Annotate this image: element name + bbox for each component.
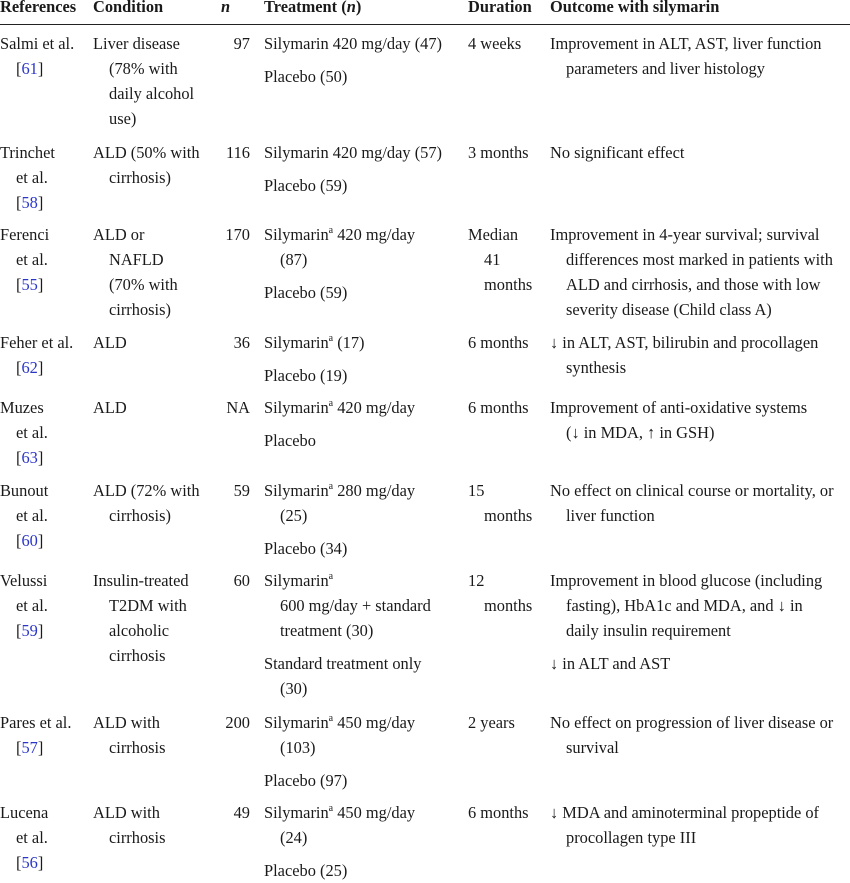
group-gap	[264, 56, 442, 64]
outcome-text: liver function	[566, 506, 655, 525]
condition-cell	[93, 568, 189, 668]
treatment-text: Silymarin$^a$	[264, 571, 334, 590]
outcome-text: ↓ in ALT, AST, bilirubin and procollagen	[550, 333, 819, 352]
condition-cell	[93, 395, 127, 420]
reference-cell	[0, 710, 71, 760]
header-n: n	[221, 0, 231, 16]
citation-link[interactable]: 62	[21, 358, 38, 377]
author-text: Trinchet	[0, 143, 55, 162]
duration-text: 3 months	[468, 143, 529, 162]
citation-line: [58]	[16, 193, 44, 212]
author-text: Feher et al.	[0, 333, 74, 352]
reference-cell	[0, 222, 49, 297]
reference-cell	[0, 568, 48, 643]
condition-text: cirrhosis)	[109, 168, 171, 187]
duration-cell	[468, 330, 529, 355]
condition-text: Liver disease	[93, 34, 180, 53]
treatment-text: Placebo (59)	[264, 283, 348, 302]
condition-text: cirrhosis)	[109, 300, 171, 319]
duration-cell	[468, 31, 521, 56]
outcome-text: survival	[566, 738, 619, 757]
reference-cell	[0, 800, 48, 875]
treatment-cell	[264, 330, 365, 388]
treatment-cell	[264, 222, 415, 305]
treatment-cell	[264, 140, 442, 198]
sample-size-cell	[205, 330, 250, 355]
reference-cell	[0, 31, 74, 81]
group-gap	[264, 760, 415, 768]
citation-line: [60]	[16, 531, 44, 550]
outcome-text: ↓ in ALT and AST	[550, 654, 671, 673]
treatment-text: 600 mg/day + standard	[280, 596, 431, 615]
outcome-text: severity disease (Child class A)	[566, 300, 772, 319]
sample-size-text: 170	[225, 225, 250, 244]
citation-line: [57]	[16, 738, 44, 757]
outcome-cell	[550, 31, 821, 81]
treatment-text: (30)	[280, 679, 308, 698]
footnote-marker: a	[328, 803, 334, 814]
author-text: Muzes	[0, 398, 44, 417]
treatment-text: Silymarin$^a$ 420 mg/day	[264, 398, 416, 417]
sample-size-cell	[205, 710, 250, 735]
reference-cell	[0, 330, 73, 380]
footnote-marker: a	[328, 481, 334, 492]
sample-size-cell	[205, 800, 250, 825]
treatment-text: treatment (30)	[280, 621, 374, 640]
duration-text: months	[484, 506, 533, 525]
condition-text: ALD (50% with	[93, 143, 200, 162]
condition-text: use)	[109, 109, 137, 128]
outcome-cell	[550, 568, 822, 676]
treatment-text: Silymarin$^a$ 280 mg/day	[264, 481, 416, 500]
duration-cell	[468, 710, 515, 735]
condition-text: alcoholic	[109, 621, 170, 640]
citation-link[interactable]: 58	[21, 193, 38, 212]
condition-text: ALD with	[93, 713, 160, 732]
duration-text: 12	[468, 571, 485, 590]
citation-line: [62]	[16, 358, 44, 377]
treatment-text: Silymarin$^a$ 420 mg/day	[264, 225, 416, 244]
group-gap	[264, 165, 442, 173]
duration-text: months	[484, 275, 533, 294]
condition-cell	[93, 222, 178, 322]
author-text: et al.	[16, 506, 48, 525]
outcome-text: synthesis	[566, 358, 627, 377]
author-text: Velussi	[0, 571, 48, 590]
outcome-text: parameters and liver histology	[566, 59, 765, 78]
duration-text: 6 months	[468, 398, 529, 417]
group-gap	[264, 272, 415, 280]
condition-text: (78% with	[109, 59, 178, 78]
condition-cell	[93, 330, 127, 355]
author-text: et al.	[16, 168, 48, 187]
sample-size-text: 59	[233, 481, 250, 500]
footnote-marker: a	[328, 333, 334, 344]
sample-size-cell	[205, 222, 250, 247]
sample-size-text: 60	[233, 571, 250, 590]
treatment-text: (24)	[280, 828, 308, 847]
condition-text: ALD	[93, 398, 127, 417]
treatment-text: Placebo	[264, 431, 316, 450]
outcome-cell	[550, 222, 833, 322]
treatment-cell	[264, 800, 415, 883]
outcome-text: Improvement in 4-year survival; survival	[550, 225, 820, 244]
treatment-text: Silymarin$^a$ 450 mg/day	[264, 713, 416, 732]
citation-link[interactable]: 61	[21, 59, 38, 78]
sample-size-cell	[205, 140, 250, 165]
treatment-text: Standard treatment only	[264, 654, 422, 673]
condition-cell	[93, 478, 200, 528]
duration-cell	[468, 478, 532, 528]
duration-text: 4 weeks	[468, 34, 522, 53]
sample-size-cell	[205, 568, 250, 593]
outcome-text: procollagen type III	[566, 828, 697, 847]
group-gap	[264, 643, 431, 651]
footnote-marker: a	[328, 225, 334, 236]
outcome-cell	[550, 710, 833, 760]
author-text: et al.	[16, 828, 48, 847]
treatment-cell	[264, 395, 415, 453]
header-outcome: Outcome with silymarin	[550, 0, 720, 16]
treatment-text: Placebo (59)	[264, 176, 348, 195]
sample-size-text: 97	[233, 34, 250, 53]
treatment-cell	[264, 31, 442, 89]
citation-link[interactable]: 63	[21, 448, 38, 467]
group-gap	[264, 420, 415, 428]
outcome-text: No effect on clinical course or mortality, or	[550, 481, 834, 500]
citation-link[interactable]: 56	[21, 853, 38, 872]
duration-text: 6 months	[468, 333, 529, 352]
condition-text: cirrhosis)	[109, 506, 171, 525]
outcome-text: No effect on progression of liver disease or	[550, 713, 834, 732]
citation-link[interactable]: 60	[21, 531, 38, 550]
treatment-text: Placebo (34)	[264, 539, 348, 558]
sample-size-text: 200	[225, 713, 250, 732]
condition-text: ALD	[93, 333, 127, 352]
outcome-text: fasting), HbA1c and MDA, and ↓ in	[566, 596, 803, 615]
group-gap	[264, 528, 415, 536]
treatment-text: Silymarin 420 mg/day (47)	[264, 34, 443, 53]
sample-size-text: 36	[233, 333, 250, 352]
citation-line: [61]	[16, 59, 44, 78]
sample-size-cell	[205, 478, 250, 503]
treatment-cell	[264, 568, 431, 701]
duration-cell	[468, 800, 529, 825]
outcome-text: daily insulin requirement	[566, 621, 731, 640]
duration-text: 41	[484, 250, 501, 269]
treatment-text: Placebo (97)	[264, 771, 348, 790]
condition-text: ALD or	[93, 225, 145, 244]
treatment-text: Silymarin$^a$ (17)	[264, 333, 365, 352]
group-gap	[264, 355, 365, 363]
reference-cell	[0, 395, 48, 470]
duration-text: months	[484, 596, 533, 615]
sample-size-cell	[205, 31, 250, 56]
citation-link[interactable]: 55	[21, 275, 38, 294]
citation-line: [63]	[16, 448, 44, 467]
outcome-cell	[550, 330, 818, 380]
condition-cell	[93, 31, 194, 131]
author-text: et al.	[16, 250, 48, 269]
condition-text: daily alcohol	[109, 84, 195, 103]
treatment-text: (25)	[280, 506, 308, 525]
treatment-text: Placebo (19)	[264, 366, 348, 385]
treatment-text: Placebo (25)	[264, 861, 348, 880]
condition-cell	[93, 710, 165, 760]
header-duration: Duration	[468, 0, 532, 16]
outcome-text: Improvement in blood glucose (including	[550, 571, 823, 590]
group-gap	[264, 850, 415, 858]
condition-text: cirrhosis	[109, 646, 166, 665]
citation-line: [59]	[16, 621, 44, 640]
duration-text: 2 years	[468, 713, 515, 732]
treatment-text: (87)	[280, 250, 308, 269]
author-text: Salmi et al.	[0, 34, 75, 53]
author-text: Lucena	[0, 803, 49, 822]
condition-text: T2DM with	[109, 596, 187, 615]
outcome-cell	[550, 395, 807, 445]
treatment-text: Silymarin$^a$ 450 mg/day	[264, 803, 416, 822]
outcome-cell	[550, 800, 819, 850]
condition-cell	[93, 800, 165, 850]
header-condition: Condition	[93, 0, 164, 16]
condition-text: (70% with	[109, 275, 178, 294]
citation-link[interactable]: 57	[21, 738, 38, 757]
outcome-text: Improvement of anti-oxidative systems	[550, 398, 808, 417]
treatment-text: Placebo (50)	[264, 67, 348, 86]
author-text: et al.	[16, 423, 48, 442]
outcome-text: ALD and cirrhosis, and those with low	[566, 275, 821, 294]
sample-size-text: 49	[233, 803, 250, 822]
header-references: References	[0, 0, 77, 16]
outcome-text: (↓ in MDA, ↑ in GSH)	[566, 423, 715, 442]
sample-size-text: NA	[226, 398, 250, 417]
treatment-text: Silymarin 420 mg/day (57)	[264, 143, 443, 162]
outcome-cell	[550, 140, 684, 165]
author-text: Bunout	[0, 481, 49, 500]
condition-text: NAFLD	[109, 250, 164, 269]
footnote-marker: a	[328, 398, 334, 409]
header-treatment: Treatment (n)	[264, 0, 362, 16]
treatment-cell	[264, 710, 415, 793]
outcome-text: differences most marked in patients with	[566, 250, 833, 269]
duration-cell	[468, 222, 532, 297]
sample-size-cell	[205, 395, 250, 420]
duration-text: 15	[468, 481, 485, 500]
treatment-text: (103)	[280, 738, 316, 757]
condition-text: ALD (72% with	[93, 481, 200, 500]
outcome-text: No significant effect	[550, 143, 685, 162]
author-text: Pares et al.	[0, 713, 72, 732]
author-text: et al.	[16, 596, 48, 615]
citation-link[interactable]: 59	[21, 621, 38, 640]
condition-text: Insulin-treated	[93, 571, 189, 590]
citation-line: [56]	[16, 853, 44, 872]
citation-line: [55]	[16, 275, 44, 294]
outcome-text: ↓ MDA and aminoterminal propeptide of	[550, 803, 820, 822]
footnote-marker: a	[328, 571, 334, 582]
author-text: Ferenci	[0, 225, 50, 244]
duration-cell	[468, 568, 532, 618]
duration-cell	[468, 140, 529, 165]
treatment-cell	[264, 478, 415, 561]
group-gap	[550, 643, 822, 651]
condition-cell	[93, 140, 200, 190]
outcome-text: Improvement in ALT, AST, liver function	[550, 34, 822, 53]
outcome-cell	[550, 478, 834, 528]
condition-text: cirrhosis	[109, 828, 166, 847]
reference-cell	[0, 140, 55, 215]
reference-cell	[0, 478, 48, 553]
duration-text: 6 months	[468, 803, 529, 822]
footnote-marker: a	[328, 713, 334, 724]
condition-text: ALD with	[93, 803, 160, 822]
duration-cell	[468, 395, 529, 420]
sample-size-text: 116	[226, 143, 250, 162]
duration-text: Median	[468, 225, 519, 244]
condition-text: cirrhosis	[109, 738, 166, 757]
